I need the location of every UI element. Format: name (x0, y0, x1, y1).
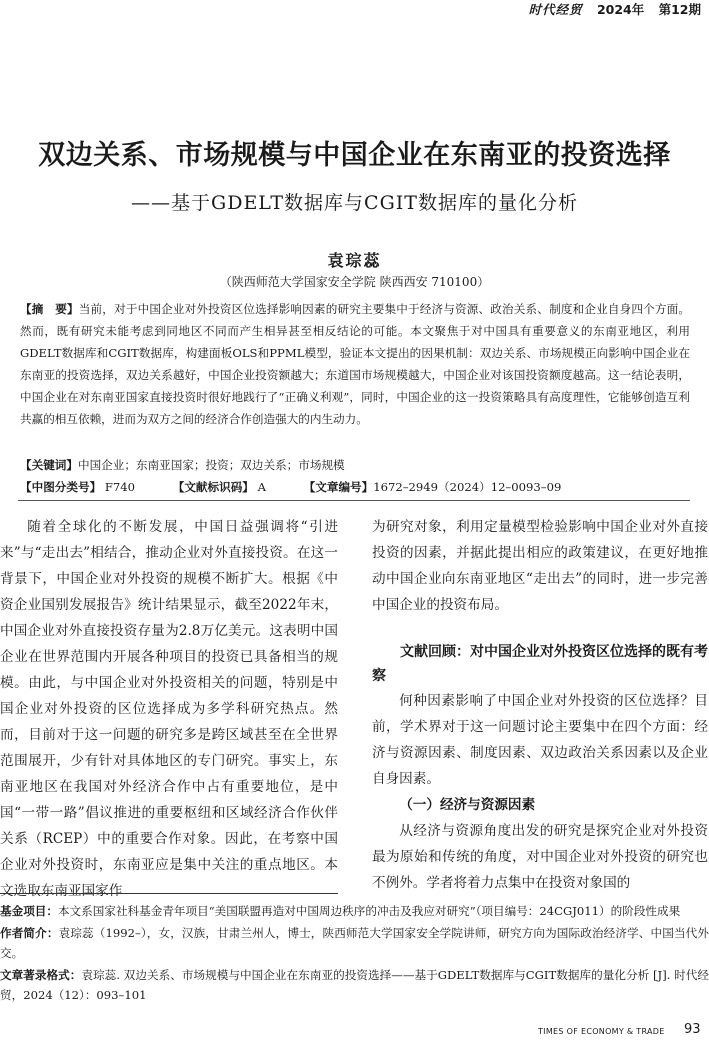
abstract-label: 【摘 要】 (20, 302, 79, 316)
citation-note (0, 965, 709, 1005)
article-subtitle: ——基于GDELT数据库与CGIT数据库的量化分析 (131, 192, 578, 214)
author-bio-text: 袁琮蕊（1992–），女，汉族，甘肃兰州人，博士，陕西师范大学国家安全学院讲师，研究方向为国际政治经济学、中国当代外交。 (0, 926, 709, 960)
economy-paragraph: 从经济与资源角度出发的研究是探究企业对外投资最为原始和传统的角度，对中国企业对外投资的研究也不例外。学者将着力点集中在投资对象国的 (372, 823, 708, 891)
author-note (0, 923, 709, 963)
article-number-value: 1672–2949（2024）12–0093–09 (373, 480, 562, 494)
left-column (0, 514, 338, 904)
footer-journal-name: TIMES OF ECONOMY & TRADE (538, 1027, 665, 1036)
keywords (20, 455, 690, 475)
clc-value: F740 (104, 480, 136, 494)
doc-code-value: A (257, 480, 266, 494)
doc-code-label: 【文献标识码】 (172, 480, 254, 494)
author-bio-label: 作者简介： (0, 926, 59, 940)
fund-note (0, 901, 709, 921)
author-name: 袁琮蕊 (327, 251, 382, 270)
keywords-label: 【关键词】 (20, 458, 78, 472)
citation-text: 袁琮蕊. 双边关系、市场规模与中国企业在东南亚的投资选择——基于GDELT数据库与CGIT数据库的量化分析 [J]. 时代经贸，2024（12）：093–101 (0, 968, 709, 1002)
journal-issue: 第12期 (658, 2, 701, 17)
literature-paragraph: 何种因素影响了中国企业对外投资的区位选择？目前，学术界对于这一问题讨论主要集中在四个方面：经济与资源因素、制度因素、双边政治关系因素以及企业自身因素。 (372, 693, 708, 787)
right-column (372, 514, 708, 896)
journal-year: 2024年 (596, 2, 645, 17)
running-header (519, 0, 701, 20)
journal-name: 时代经贸 (528, 2, 583, 17)
citation-label: 文章著录格式： (0, 968, 82, 982)
article-title: 双边关系、市场规模与中国企业在东南亚的投资选择 (38, 140, 671, 171)
header-divider (18, 500, 690, 501)
footnotes (0, 901, 709, 1007)
subsection-heading: （一）经济与资源因素 (399, 797, 536, 813)
intro-continuation: 为研究对象，利用定量模型检验影响中国企业对外直接投资的因素，并据此提出相应的政策建议，在更好地推动中国企业向东南亚地区“走出去”的同时，进一步完善中国企业的投资布局。 (372, 519, 708, 613)
fund-text: 本文系国家社科基金青年项目“美国联盟再造对中国周边秩序的冲击及我应对研究”（项目编号：24CGJ011）的阶段性成果 (57, 904, 681, 918)
classification-line (20, 477, 700, 497)
clc-label: 【中图分类号】 (20, 480, 102, 494)
page-number: 93 (684, 1022, 701, 1037)
fund-label: 基金项目： (0, 904, 58, 918)
section-heading: 文献回顾：对中国企业对外投资区位选择的既有考察 (372, 644, 708, 684)
abstract (20, 298, 690, 430)
abstract-text: 当前，对于中国企业对外投资区位选择影响因素的研究主要集中于经济与资源、政治关系、制度和企业自身四个方面。然而，既有研究未能考虑到同地区不同而产生相异甚至相反结论的可能。本文聚焦于对中国具有重要意义的东南亚地区，利用GDELT数据库和CGIT数据库，构建面板OLS和PPML模型，验证本文提出的因果机制：双边关系、市场规模正向影响中国企业在东南亚的投资选择，双边关系越好，中国企业投资额越大；东道国市场规模越大，中国企业对该国投资额度越高。这一结论表明，中国企业在对东南亚国家直接投资时很好地践行了“正确义利观”，同时，中国企业的这一投资策略具有高度理性，它能够创造互利共赢的相互依赖，进而为双方之间的经济合作创造强大的内生动力。 (20, 302, 690, 426)
intro-paragraph: 随着全球化的不断发展，中国日益强调将“引进来”与“走出去”相结合，推动企业对外直接投资。在这一背景下，中国企业对外投资的规模不断扩大。根据《中资企业国别发展报告》统计结果显示，截至2022年末，中国企业对外直接投资存量为2.8万亿美元。这表明中国企业在世界范围内开展各种项目的投资已具备相当的规模。由此，与中国企业对外投资相关的问题，特别是中国企业对外投资的区位选择成为多学科研究热点。然而，目前对于这一问题的研究多是跨区域甚至在全世界范围展开，少有针对具体地区的专门研究。事实上，东南亚地区在我国对外经济合作中占有重要地位，是中国“一带一路”倡议推进的重要枢纽和区域经济合作伙伴关系（RCEP）中的重要合作对象。因此，在考察中国企业对外投资时，东南亚应是集中关注的重点地区。本文选取东南亚国家作 (0, 519, 338, 899)
footnote-divider (0, 893, 338, 894)
keywords-text: 中国企业；东南亚国家；投资；双边关系；市场规模 (77, 458, 345, 472)
author-affiliation: （陕西师范大学国家安全学院 陕西西安 710100） (219, 275, 490, 289)
article-number-label: 【文章编号】 (303, 480, 374, 494)
